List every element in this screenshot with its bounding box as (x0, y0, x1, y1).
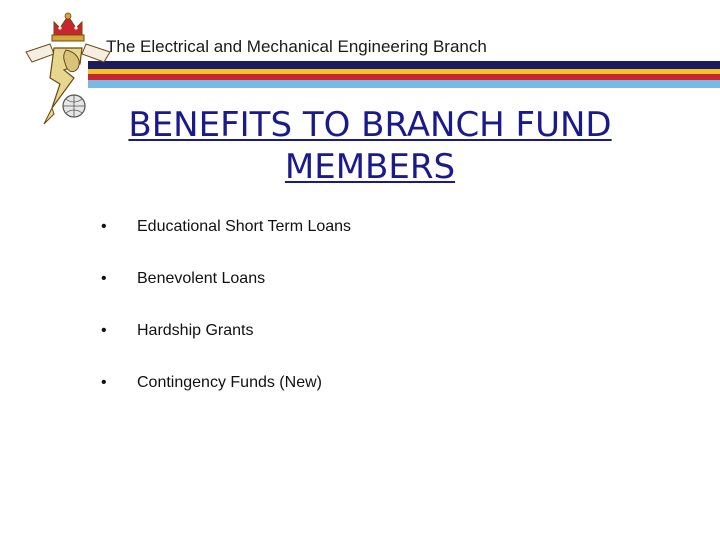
header-stripes (88, 61, 720, 88)
bullet-marker: • (101, 270, 107, 287)
benefits-list (0, 216, 720, 424)
bullet-text: Benevolent Loans (137, 270, 266, 287)
stripe-light-blue (88, 80, 720, 88)
list-item (0, 216, 720, 268)
list-item (0, 268, 720, 320)
list-item (0, 372, 720, 424)
bullet-marker: • (101, 322, 107, 339)
bullet-marker: • (101, 374, 107, 391)
rcsme-crest-icon (24, 8, 112, 130)
bullet-text: Educational Short Term Loans (137, 218, 352, 235)
slide-title: BENEFITS TO BRANCH FUND MEMBERS (128, 105, 612, 187)
bullet-text: Hardship Grants (137, 322, 254, 339)
stripe-navy (88, 61, 720, 69)
list-item (0, 320, 720, 372)
header-title: The Electrical and Mechanical Engineering Branch (106, 37, 487, 56)
bullet-text: Contingency Funds (New) (137, 374, 322, 391)
bullet-marker: • (101, 218, 107, 235)
